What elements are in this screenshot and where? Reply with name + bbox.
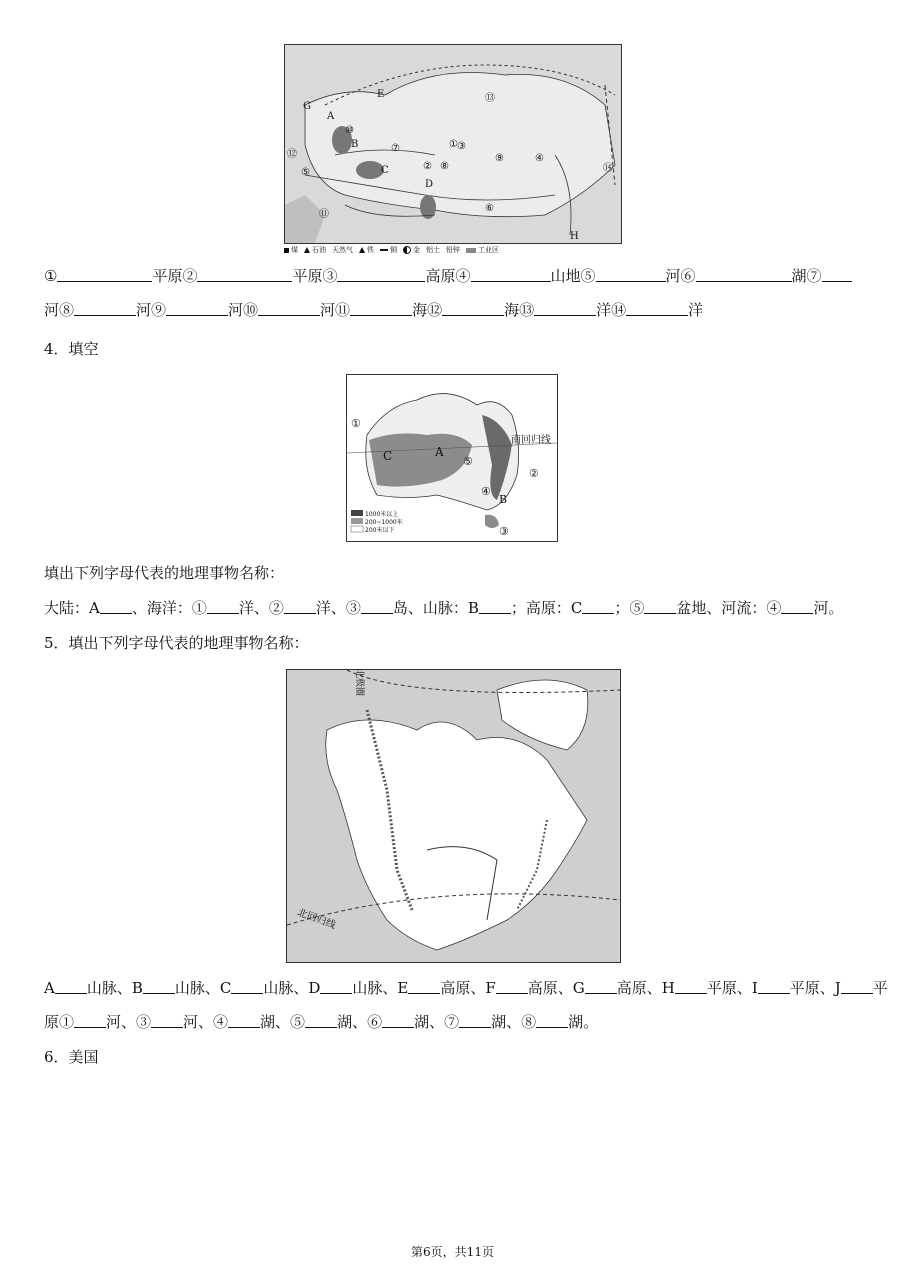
answer-blank[interactable] bbox=[305, 1012, 337, 1028]
map1-marker: ⑨ bbox=[495, 153, 504, 164]
map1-marker: H bbox=[570, 231, 579, 242]
answer-blank[interactable] bbox=[258, 300, 320, 316]
map2-legend: 200米以下 bbox=[365, 527, 395, 534]
answer-blank[interactable] bbox=[408, 978, 440, 994]
map1-marker: G bbox=[303, 101, 311, 112]
map1-marker: ① bbox=[449, 139, 458, 150]
map2-legend: 1000米以上 bbox=[365, 511, 399, 518]
arctic-label: 北极圈 bbox=[354, 668, 365, 697]
answer-blank[interactable] bbox=[197, 266, 292, 282]
map2-label-c4: ④ bbox=[481, 485, 491, 498]
map1-marker: ⑬ bbox=[485, 93, 495, 104]
map1-legend: 煤 石油 天然气 铁 铜 金 铝土 铅锌 工业区 bbox=[284, 244, 620, 256]
answer-blank[interactable] bbox=[536, 1012, 568, 1028]
answer-blank[interactable] bbox=[675, 978, 707, 994]
answer-blank[interactable] bbox=[151, 1012, 183, 1028]
answer-blank[interactable] bbox=[337, 266, 425, 282]
map1-marker: ⑪ bbox=[319, 209, 329, 220]
answer-blank[interactable] bbox=[696, 266, 792, 282]
map2-label-c: C bbox=[383, 449, 393, 463]
map2-label-c5: ⑤ bbox=[463, 455, 473, 468]
answer-blank[interactable] bbox=[459, 1012, 491, 1028]
map1-marker: ⑥ bbox=[485, 203, 494, 214]
map1-marker: ⑧ bbox=[440, 161, 449, 172]
map1-marker: ⑫ bbox=[287, 149, 297, 160]
answer-blank[interactable] bbox=[57, 266, 152, 282]
answer-blank[interactable] bbox=[479, 598, 511, 614]
map2-label-c2: ② bbox=[529, 467, 539, 480]
tropic-label: 北回归线 bbox=[295, 907, 337, 932]
map1-marker: ⑭ bbox=[603, 163, 613, 174]
map1-marker: C bbox=[381, 165, 389, 176]
q4-heading: 4．填空 bbox=[44, 340, 99, 358]
answer-blank[interactable] bbox=[841, 978, 873, 994]
q3-row1: ① 平原② 平原③ 高原④ 山地⑤ 河⑥ 湖⑦ bbox=[44, 265, 852, 287]
answer-blank[interactable] bbox=[74, 1012, 106, 1028]
answer-blank[interactable] bbox=[55, 978, 87, 994]
q5-row1: A 山脉、B 山脉、C 山脉、D 山脉、E 高原、F 高原、G 高原、H 平原、I 平原、J 平 bbox=[44, 979, 888, 997]
map2-label-b: B bbox=[499, 493, 508, 506]
answer-blank[interactable] bbox=[822, 266, 852, 282]
answer-blank[interactable] bbox=[471, 266, 551, 282]
q5-row2: 原① 河、③ 河、④ 湖、⑤ 湖、⑥ 湖、⑦ 湖、⑧ 湖。 bbox=[44, 1013, 599, 1031]
map2-label-c1: ① bbox=[351, 417, 361, 430]
answer-blank[interactable] bbox=[166, 300, 228, 316]
answer-blank[interactable] bbox=[758, 978, 790, 994]
map2-label-c3: ③ bbox=[499, 525, 509, 538]
q4-instruction: 填出下列字母代表的地理事物名称： bbox=[44, 564, 285, 582]
answer-blank[interactable] bbox=[231, 978, 263, 994]
answer-blank[interactable] bbox=[534, 300, 596, 316]
q3-row2: 河⑧ 河⑨ 河⑩ 河⑪ 海⑫ 海⑬ 洋⑭ 洋 bbox=[44, 301, 704, 319]
map2-legend: 200~1000米 bbox=[365, 519, 403, 526]
answer-blank[interactable] bbox=[361, 598, 393, 614]
russia-map bbox=[284, 44, 622, 244]
map1-marker: E bbox=[377, 89, 385, 100]
australia-map bbox=[346, 374, 558, 542]
q5-heading: 5．填出下列字母代表的地理事物名称： bbox=[44, 634, 309, 652]
tropic-label: 南回归线 bbox=[511, 435, 551, 446]
north-america-map bbox=[286, 669, 621, 963]
map1-marker: D bbox=[425, 179, 434, 190]
answer-blank[interactable] bbox=[143, 978, 175, 994]
answer-blank[interactable] bbox=[350, 300, 412, 316]
q4-answer-line: 大陆：A 、海洋：① 洋、② 洋、③ 岛、山脉：B ；高原：C ；⑤ 盆地、河流：④ 河。 bbox=[44, 599, 844, 617]
answer-blank[interactable] bbox=[100, 598, 132, 614]
map1-marker: ③ bbox=[457, 141, 466, 152]
map1-marker: ④ bbox=[535, 153, 544, 164]
map1-marker: A bbox=[327, 111, 335, 122]
answer-blank[interactable] bbox=[284, 598, 316, 614]
answer-blank[interactable] bbox=[582, 598, 614, 614]
answer-blank[interactable] bbox=[496, 978, 528, 994]
page-footer: 第6页，共11页 bbox=[411, 1245, 494, 1259]
answer-blank[interactable] bbox=[207, 598, 239, 614]
answer-blank[interactable] bbox=[596, 266, 666, 282]
answer-blank[interactable] bbox=[644, 598, 676, 614]
answer-blank[interactable] bbox=[442, 300, 504, 316]
q6-heading: 6．美国 bbox=[44, 1048, 99, 1066]
answer-blank[interactable] bbox=[382, 1012, 414, 1028]
answer-blank[interactable] bbox=[228, 1012, 260, 1028]
map1-marker: ⑤ bbox=[301, 167, 310, 178]
map1-marker: ② bbox=[423, 161, 432, 172]
map1-marker: ⑩ bbox=[345, 125, 354, 136]
answer-blank[interactable] bbox=[781, 598, 813, 614]
answer-blank[interactable] bbox=[626, 300, 688, 316]
answer-blank[interactable] bbox=[320, 978, 352, 994]
answer-blank[interactable] bbox=[74, 300, 136, 316]
map2-label-a: A bbox=[435, 445, 444, 459]
map1-marker: B bbox=[351, 139, 359, 150]
answer-blank[interactable] bbox=[585, 978, 617, 994]
map1-marker: ⑦ bbox=[391, 143, 400, 154]
